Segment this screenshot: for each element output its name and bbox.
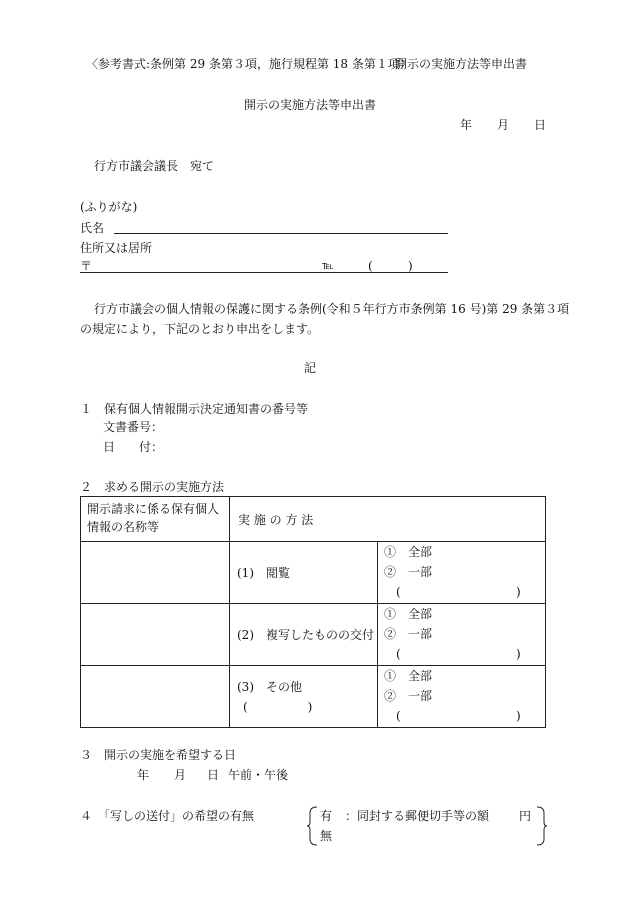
tel-paren-close: ) [408, 259, 413, 273]
section4-heading: ４ 「写しの送付」の希望の有無 [80, 809, 255, 823]
method-cell: (1) 閲覧 [230, 542, 378, 604]
info-name-cell [81, 604, 230, 666]
option-partial: ② 一部 [384, 627, 433, 641]
disclosure-method-table [80, 496, 546, 728]
option-all: ① 全部 [384, 545, 433, 559]
scope-cell [378, 604, 546, 666]
table-row [81, 666, 546, 728]
table-row [81, 542, 546, 604]
name-underline [114, 233, 448, 234]
partial-paren-close: ) [516, 585, 521, 599]
addressee: 行方市議会議長 宛て [94, 159, 215, 173]
option-all: ① 全部 [384, 607, 433, 621]
document-title: 開示の実施方法等申出書 [244, 98, 377, 112]
tel-mark: ℡ [322, 259, 334, 272]
desired-ampm: 午前・午後 [228, 768, 289, 782]
stamp-amount-label: ：同封する郵便切手等の額 [345, 809, 490, 823]
other-paren: ( ) [243, 700, 313, 714]
send-no: 無 [320, 829, 333, 843]
body-line-2: の規定により，下記のとおり申出をします。 [80, 322, 320, 336]
option-all: ① 全部 [384, 669, 433, 683]
scope-cell [378, 666, 546, 728]
furigana-label: (ふりがな) [80, 200, 138, 214]
desired-month: 月 [174, 768, 187, 782]
body-line-1: 行方市議会の個人情報の保護に関する条例(令和５年行方市条例第 16 号)第 29 条第３項 [94, 302, 570, 316]
right-brace-icon [536, 806, 548, 846]
send-yes: 有 [320, 809, 333, 823]
postal-mark: 〒 [80, 259, 93, 273]
date-day: 日 [534, 118, 547, 132]
info-name-cell [81, 666, 230, 728]
table-header-row [81, 497, 546, 542]
partial-paren-open: ( [396, 647, 401, 661]
doc-number-label: 文書番号： [103, 420, 164, 434]
desired-year: 年 [137, 768, 150, 782]
name-label: 氏名 [80, 221, 105, 235]
option-partial: ② 一部 [384, 689, 433, 703]
scope-cell [378, 542, 546, 604]
header-method: 実 施 の 方 法 [230, 497, 546, 542]
info-name-cell [81, 542, 230, 604]
option-partial: ② 一部 [384, 565, 433, 579]
ki-marker: 記 [304, 361, 317, 375]
section2-heading: ２ 求める開示の実施方法 [80, 480, 225, 494]
section1-heading: １ 保有個人情報開示決定通知書の番号等 [80, 402, 309, 416]
date-year: 年 [460, 118, 473, 132]
date-month: 月 [497, 118, 510, 132]
notice-date-label: 日 付： [103, 440, 164, 454]
partial-paren-close: ) [516, 709, 521, 723]
partial-paren-open: ( [396, 585, 401, 599]
partial-paren-close: ) [516, 647, 521, 661]
address-label: 住所又は居所 [80, 241, 153, 255]
reference-citation: 〈参考書式:条例第 29 条第３項，施行規程第 18 条第１項〉 [86, 57, 412, 71]
table-row [81, 604, 546, 666]
reference-form-name: 開示の実施方法等申出書 [395, 57, 528, 71]
method-cell: (2) 複写したものの交付 [230, 604, 378, 666]
desired-day: 日 [207, 768, 220, 782]
left-brace-icon [306, 806, 318, 846]
partial-paren-open: ( [396, 709, 401, 723]
yen-unit: 円 [519, 809, 532, 823]
header-info-name: 開示請求に係る保有個人 情報の名称等 [81, 497, 230, 542]
tel-paren-open: ( [368, 259, 373, 273]
section3-heading: ３ 開示の実施を希望する日 [80, 748, 237, 762]
method-cell: (3) その他 ( ) [230, 666, 378, 728]
address-underline [80, 272, 448, 273]
